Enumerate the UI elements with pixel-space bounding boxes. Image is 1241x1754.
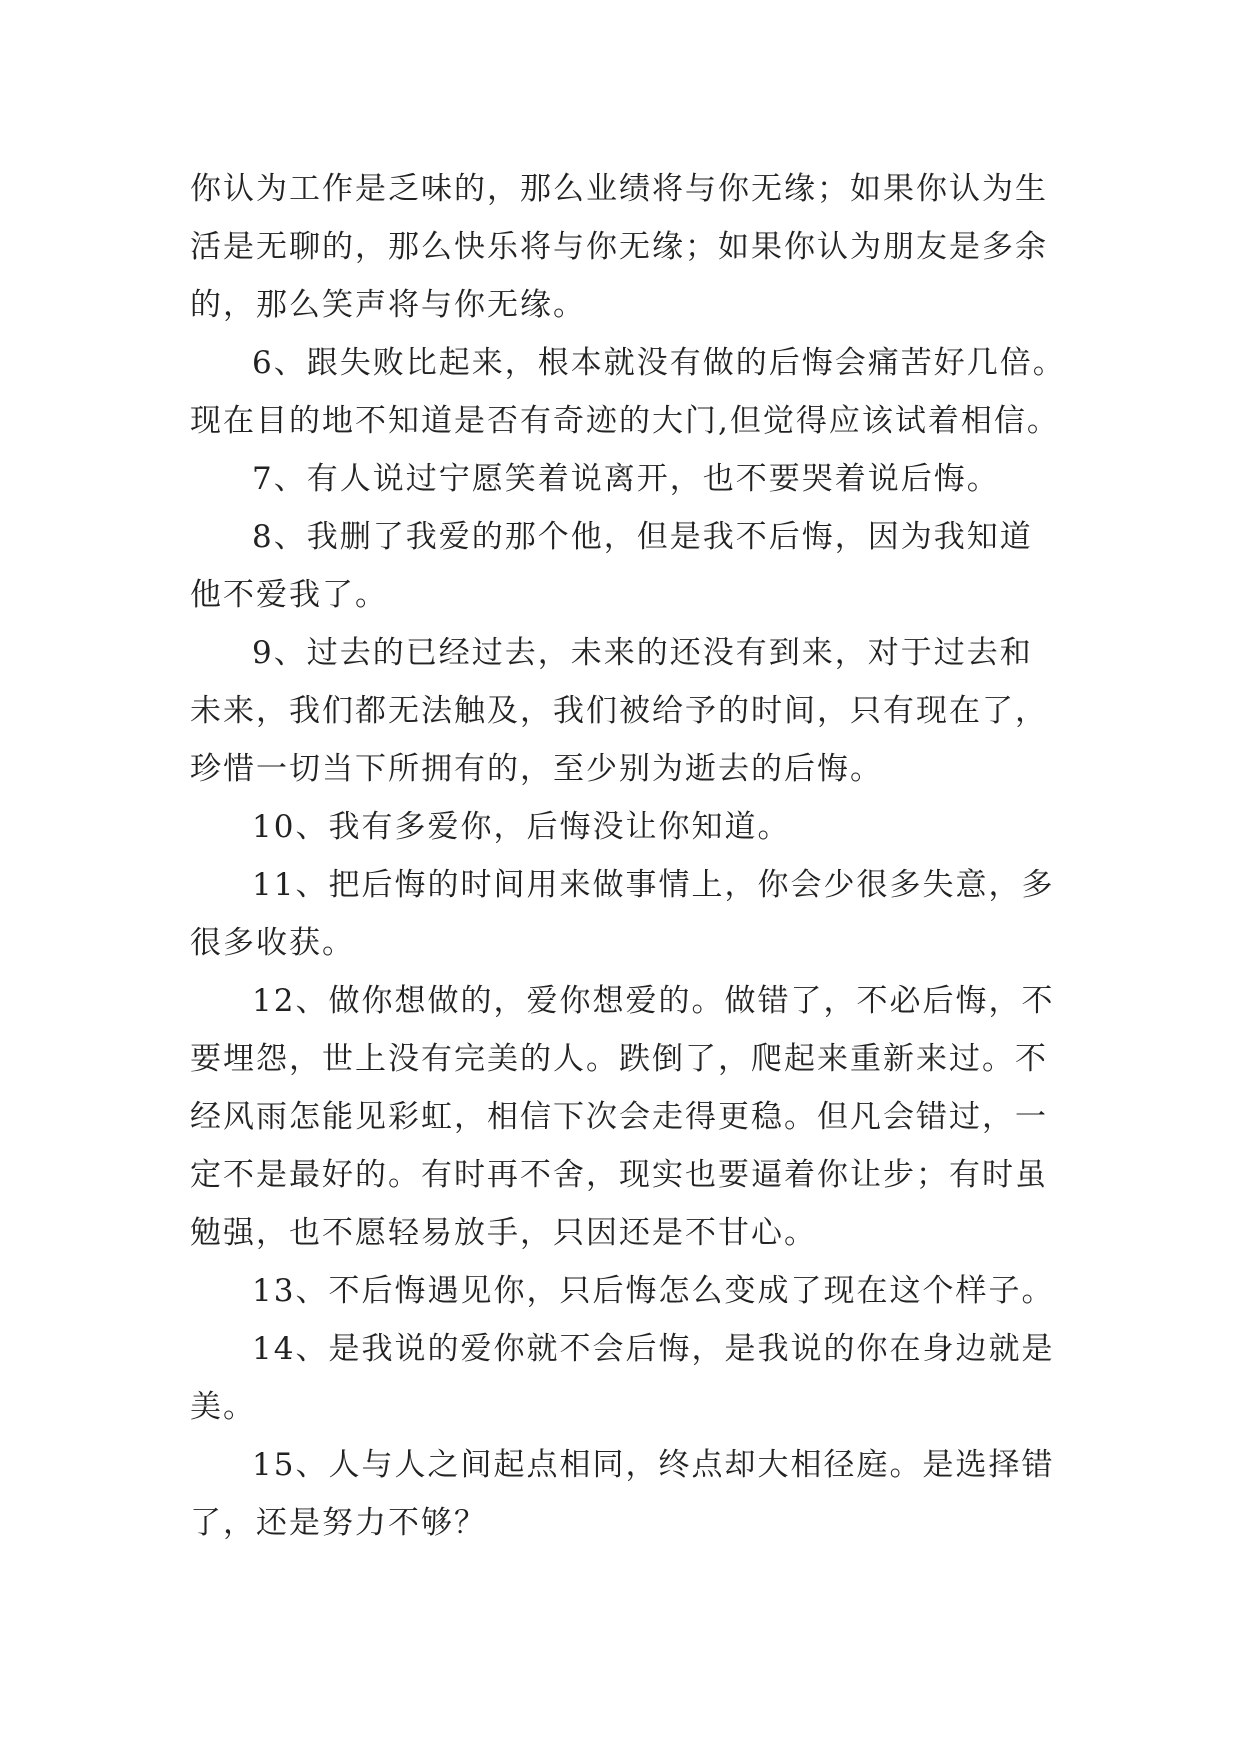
- text-line: 的，那么笑声将与你无缘。: [190, 287, 586, 323]
- text-line: 了，还是努力不够？: [190, 1505, 487, 1541]
- text-line: 15、人与人之间起点相同，终点却大相径庭。是选择错: [252, 1447, 1055, 1483]
- text-line: 美。: [190, 1389, 256, 1425]
- text-line: 11、把后悔的时间用来做事情上，你会少很多失意，多: [252, 867, 1055, 903]
- text-line: 你认为工作是乏味的，那么业绩将与你无缘；如果你认为生: [190, 171, 1048, 207]
- text-line: 未来，我们都无法触及，我们被给予的时间，只有现在了，: [190, 693, 1048, 729]
- text-line: 勉强，也不愿轻易放手，只因还是不甘心。: [190, 1215, 817, 1251]
- text-line: 定不是最好的。有时再不舍，现实也要逼着你让步；有时虽: [190, 1157, 1048, 1193]
- text-line: 14、是我说的爱你就不会后悔，是我说的你在身边就是: [252, 1331, 1055, 1367]
- text-line: 活是无聊的，那么快乐将与你无缘；如果你认为朋友是多余: [190, 229, 1048, 265]
- text-line: 6、跟失败比起来，根本就没有做的后悔会痛苦好几倍。: [252, 345, 1066, 381]
- document-body: [190, 160, 1066, 1552]
- text-line: 很多收获。: [190, 925, 355, 961]
- text-line: 13、不后悔遇见你，只后悔怎么变成了现在这个样子。: [252, 1273, 1055, 1309]
- text-line: 10、我有多爱你，后悔没让你知道。: [252, 809, 791, 845]
- text-line: 经风雨怎能见彩虹，相信下次会走得更稳。但凡会错过，一: [190, 1099, 1048, 1135]
- text-line: 现在目的地不知道是否有奇迹的大门,但觉得应该试着相信。: [190, 403, 1060, 439]
- text-line: 9、过去的已经过去，未来的还没有到来，对于过去和: [252, 635, 1033, 671]
- text-line: 要埋怨，世上没有完美的人。跌倒了，爬起来重新来过。不: [190, 1041, 1048, 1077]
- text-line: 珍惜一切当下所拥有的，至少别为逝去的后悔。: [190, 751, 883, 787]
- text-line: 他不爱我了。: [190, 577, 388, 613]
- text-line: 12、做你想做的，爱你想爱的。做错了，不必后悔，不: [252, 983, 1055, 1019]
- text-line: 8、我删了我爱的那个他，但是我不后悔，因为我知道: [252, 519, 1033, 555]
- text-line: 7、有人说过宁愿笑着说离开，也不要哭着说后悔。: [252, 461, 1000, 497]
